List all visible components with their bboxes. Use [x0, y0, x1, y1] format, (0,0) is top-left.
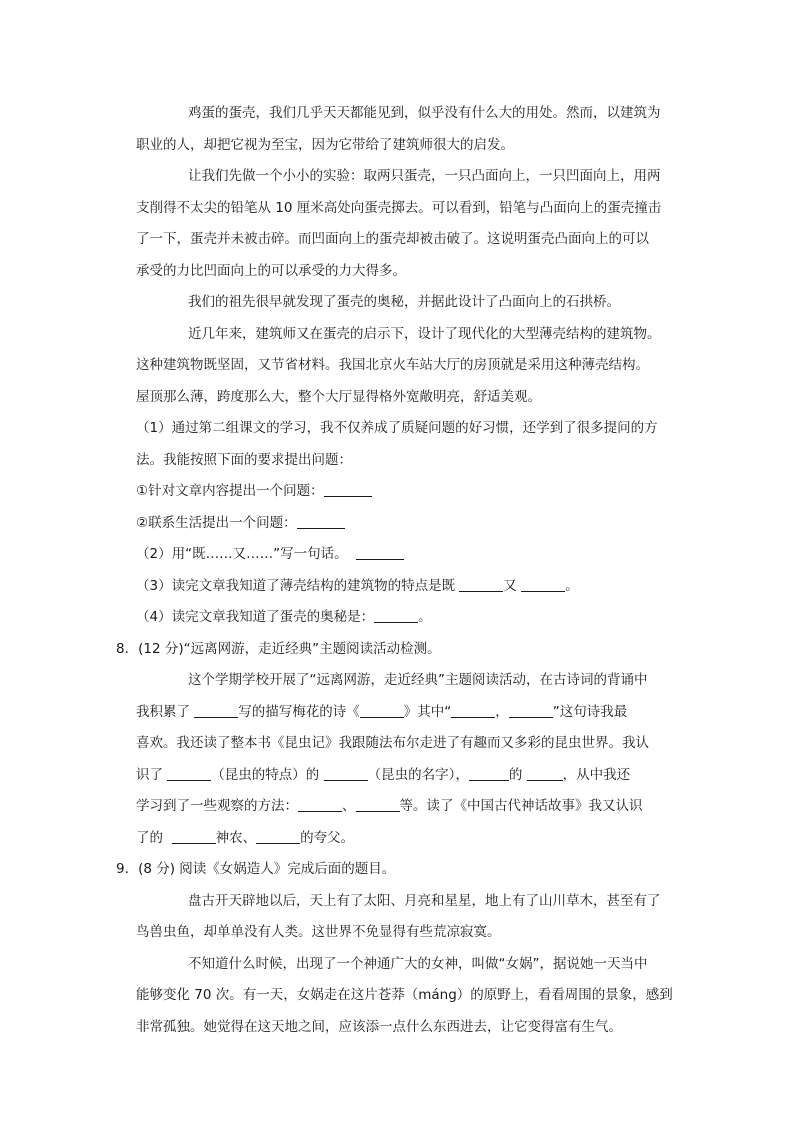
question-text: ”这句诗我最 — [552, 703, 628, 720]
question-text: ①针对文章内容提出一个问题： — [136, 483, 324, 499]
question-text: 学习到了一些观察的方法： — [136, 798, 298, 814]
question-7-4 — [136, 602, 676, 634]
passage-line: 职业的人，却把它视为至宝，因为它带给了建筑师很大的启发。 — [136, 136, 514, 153]
question-text: 写的描写梅花的诗《 — [238, 703, 360, 720]
question-text: 了的 — [136, 829, 163, 846]
question-text: （2）用“既……又……”写一句话。 — [136, 546, 348, 562]
passage-line: 承受的力比凹面向上的可以承受的力大得多。 — [136, 262, 406, 279]
question-8-line — [136, 823, 676, 855]
question-text: 。 — [565, 577, 579, 594]
passage-line: 鸟兽虫鱼，却单单没有人类。这世界不免显得有些荒凉寂寞。 — [136, 924, 501, 940]
question-text: 》其中“ — [403, 703, 452, 720]
question-text: （3）读完文章我知道了薄壳结构的建筑物的特点是既 — [136, 577, 456, 594]
question-8-header: 8．(12 分)“远离网游，走近经典”主题阅读活动检测。 — [116, 640, 441, 657]
passage-line: 盘古开天辟地以后，天上有了太阳、月亮和星星，地上有了山川草木，甚至有了 — [188, 892, 661, 909]
answer-blank[interactable] — [298, 797, 342, 812]
question-7-1a — [136, 476, 676, 508]
answer-blank[interactable] — [451, 703, 495, 718]
passage-line: 我们的祖先很早就发现了蛋壳的奥秘，并据此设计了凸面向上的石拱桥。 — [188, 294, 620, 310]
answer-blank[interactable] — [256, 829, 300, 844]
answer-blank[interactable] — [297, 514, 345, 529]
answer-blank[interactable] — [521, 577, 565, 592]
answer-blank[interactable] — [172, 829, 216, 844]
answer-blank[interactable] — [194, 703, 238, 718]
question-text: （昆虫的特点）的 — [211, 766, 320, 783]
question-8-line — [136, 791, 676, 823]
question-text: ， — [495, 703, 509, 720]
question-8-line — [136, 760, 676, 792]
answer-blank[interactable] — [167, 766, 211, 781]
question-text: 我积累了 — [136, 703, 190, 720]
answer-blank[interactable] — [527, 766, 563, 781]
question-7-1-cont: 法。我能按照下面的要求提出问题： — [136, 451, 352, 468]
passage-line: 不知道什么时候，出现了一个神通广大的女神，叫做“女娲”，据说她一天当中 — [188, 955, 648, 972]
question-text: 等。读了《中国古代神话故事》我又认识 — [399, 798, 643, 814]
answer-blank[interactable] — [356, 797, 400, 812]
question-7-2 — [136, 539, 676, 571]
passage-line: 让我们先做一个小小的实验：取两只蛋壳，一只凸面向上，一只凹面向上，用两 — [188, 168, 661, 184]
passage-line: 非常孤独。她觉得在这天地之间，应该添一点什么东西进去，让它变得富有生气。 — [136, 1018, 622, 1035]
answer-blank[interactable] — [356, 545, 404, 560]
answer-blank[interactable] — [360, 703, 404, 718]
question-7-1: （1）通过第二组课文的学习，我不仅养成了质疑问题的好习惯，还学到了很多提问的方 — [136, 420, 658, 436]
passage-line: 支削得不太尖的铅笔从 10 厘米高处向蛋壳掷去。可以看到，铅笔与凸面向上的蛋壳撞击 — [136, 199, 662, 216]
answer-blank[interactable] — [374, 608, 418, 623]
question-text: 的 — [508, 766, 523, 783]
passage-line: 近几年来，建筑师又在蛋壳的启示下，设计了现代化的大型薄壳结构的建筑物。 — [188, 325, 661, 342]
question-text: ②联系生活提出一个问题： — [136, 514, 297, 531]
question-text: 又 — [503, 577, 517, 594]
question-8-line — [136, 697, 676, 729]
question-text: 识了 — [136, 766, 163, 783]
answer-blank[interactable] — [469, 766, 509, 781]
question-text: （4）读完文章我知道了蛋壳的奥秘是： — [136, 609, 375, 625]
question-8-line: 这个学期学校开展了“远离网游，走近经典”主题阅读活动，在古诗词的背诵中 — [188, 672, 648, 688]
answer-blank[interactable] — [459, 577, 503, 592]
passage-line: 这种建筑物既坚固，又节省材料。我国北京火车站大厅的房顶就是采用这种薄壳结构。 — [136, 357, 649, 373]
answer-blank[interactable] — [324, 482, 372, 497]
question-text: 神农、 — [215, 829, 257, 846]
question-9-header: 9．(8 分) 阅读《女娲造人》完成后面的题目。 — [116, 861, 396, 877]
question-8-line: 喜欢。我还读了整本书《昆虫记》我跟随法布尔走进了有趣而又多彩的昆虫世界。我认 — [136, 735, 649, 751]
passage-line: 屋顶那么薄，跨度那么大，整个大厅显得格外宽敞明亮，舒适美观。 — [136, 388, 541, 405]
question-text: 的夸父。 — [300, 829, 355, 846]
question-7-3 — [136, 571, 676, 603]
document-body — [116, 98, 676, 1043]
question-text: 。 — [418, 609, 432, 625]
question-text: 、 — [342, 798, 356, 814]
answer-blank[interactable] — [509, 703, 553, 718]
question-text: ，从中我还 — [562, 766, 631, 783]
passage-line: 了一下，蛋壳并未被击碎。而凹面向上的蛋壳却被击破了。这说明蛋壳凸面向上的可以 — [136, 231, 649, 247]
passage-line: 能够变化 70 次。有一天，女娲走在这片苍莽（máng）的原野上，看看周围的景象，感到 — [136, 987, 673, 1003]
passage-line: 鸡蛋的蛋壳，我们几乎天天都能见到，似乎没有什么大的用处。然而，以建筑为 — [188, 105, 661, 121]
question-7-1b — [136, 508, 676, 540]
question-text: （昆虫的名字）， — [367, 766, 469, 783]
answer-blank[interactable] — [324, 766, 368, 781]
